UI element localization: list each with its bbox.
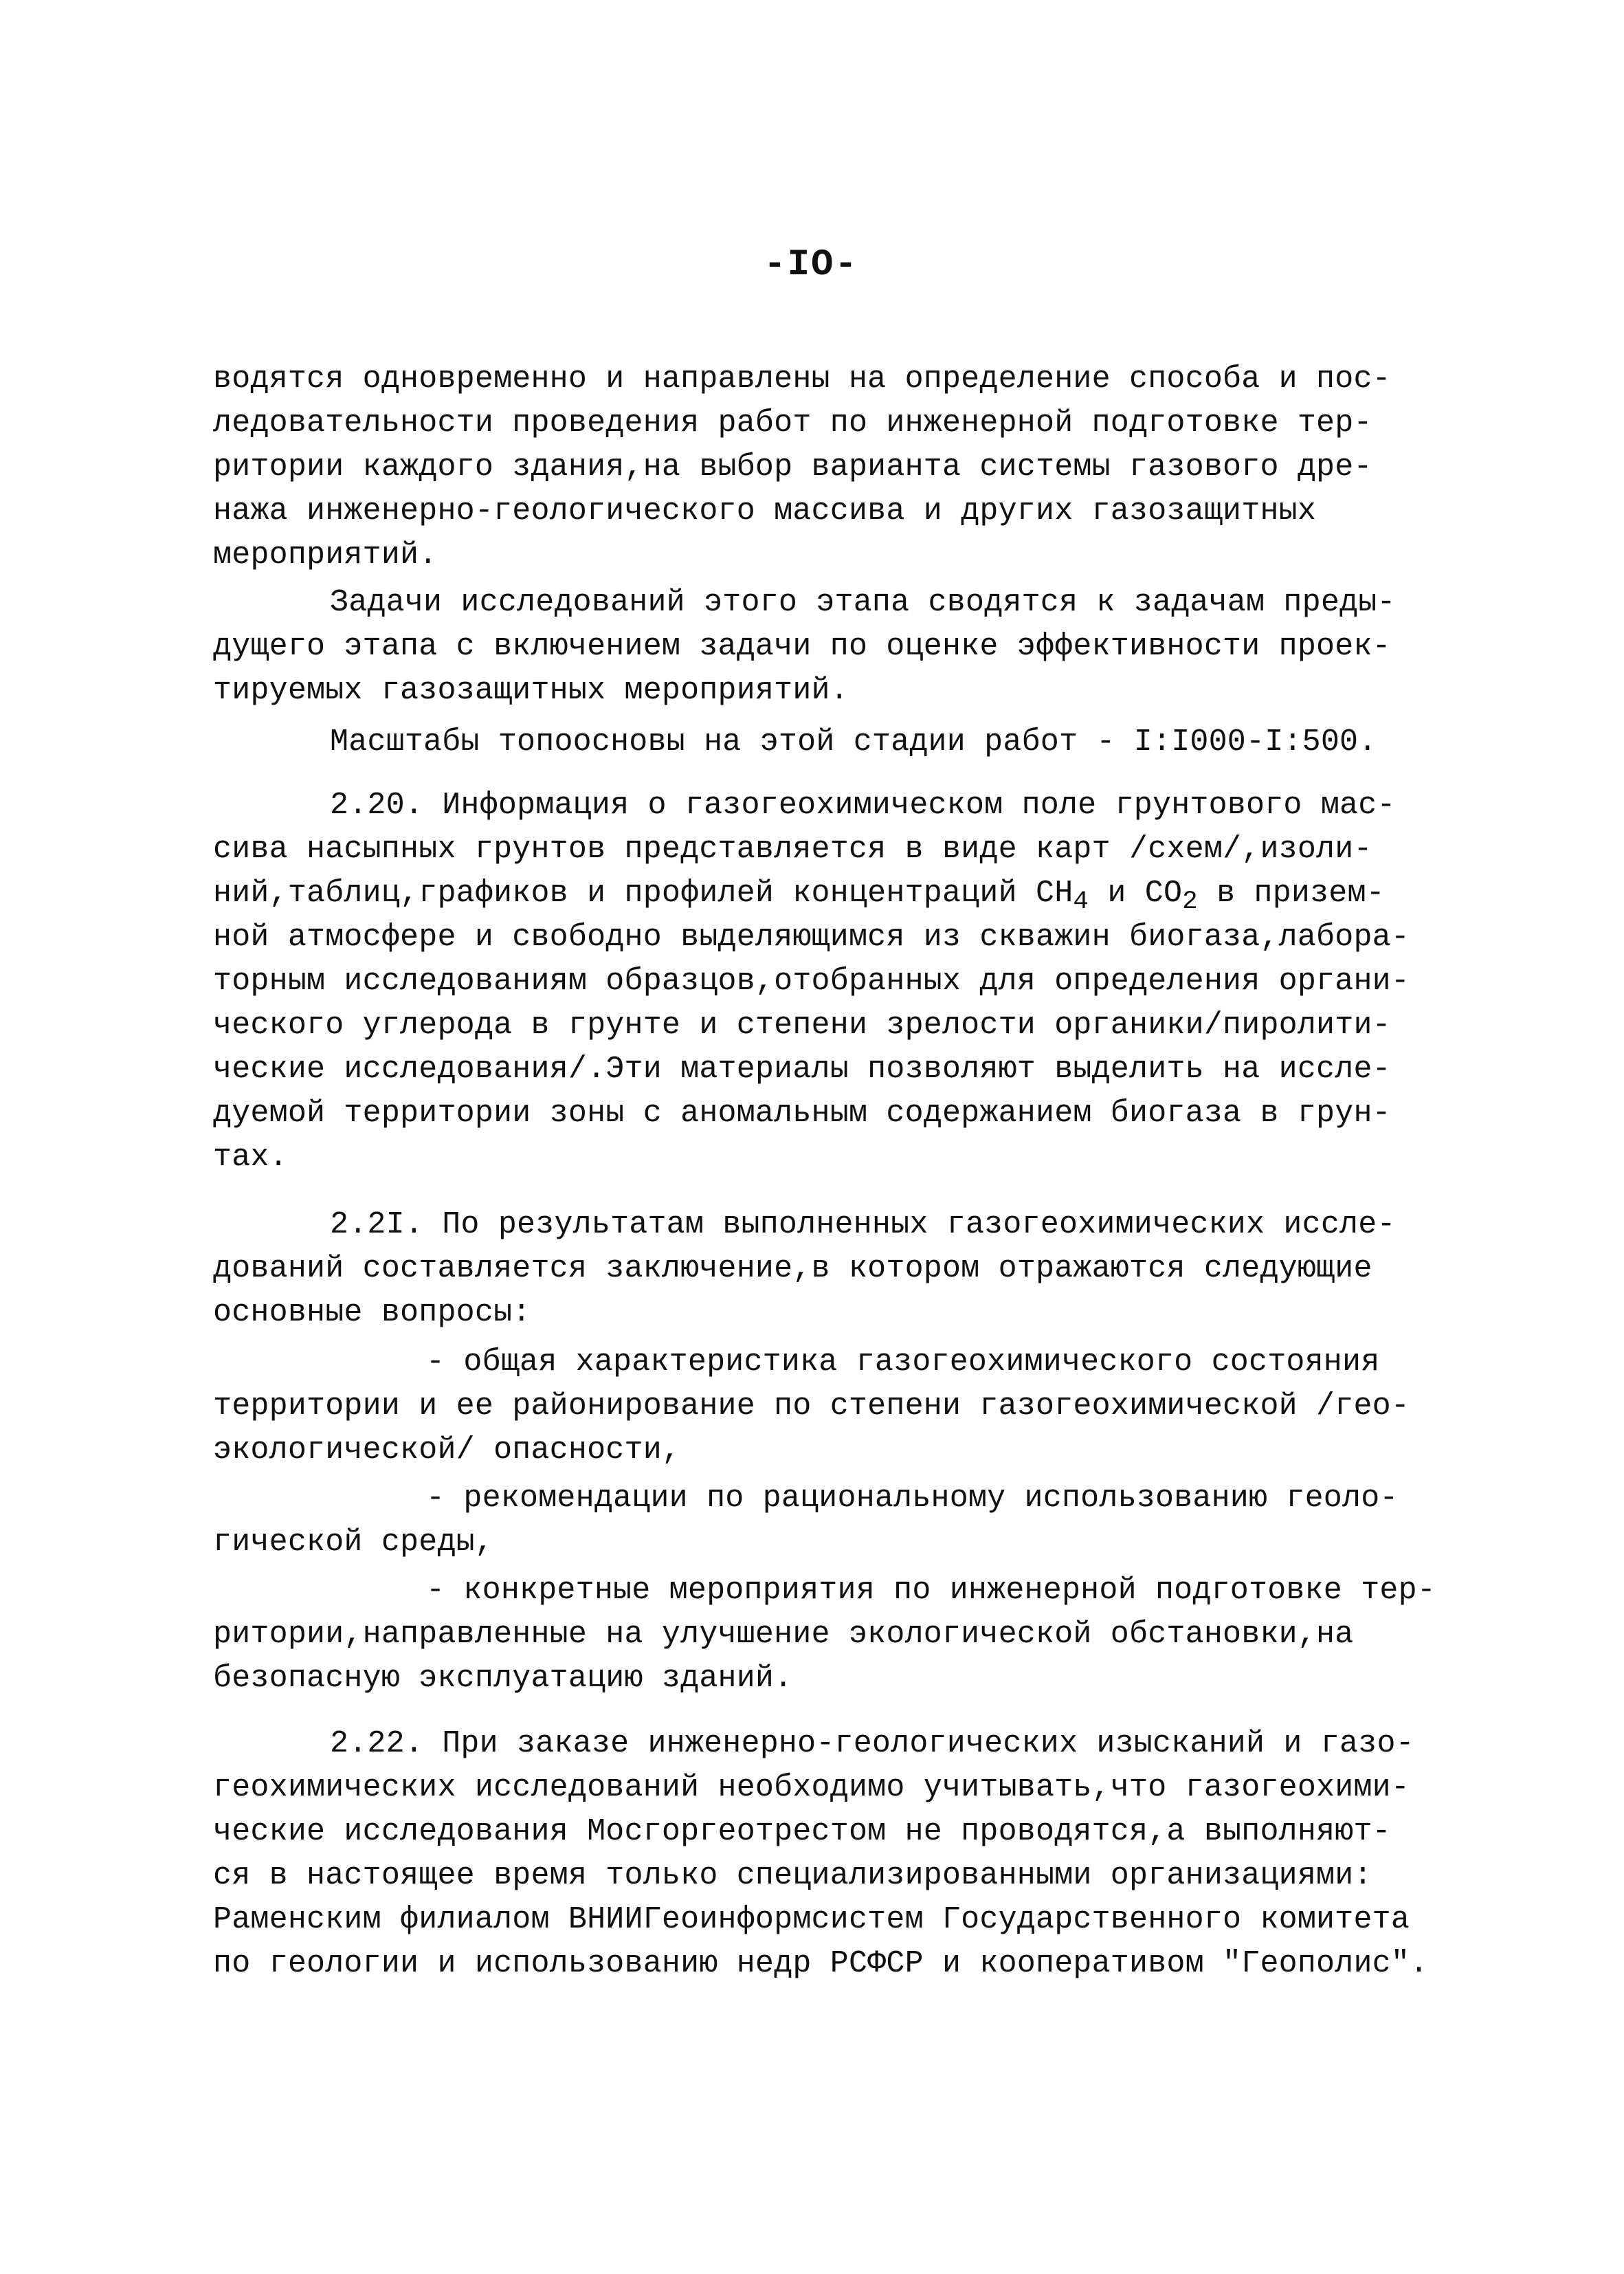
list-item: - конкретные мероприятия по инженерной подготовке тер-: [426, 1573, 1436, 1608]
text-line: Задачи исследований этого этапа сводятся к задачам преды-: [330, 585, 1396, 620]
subscript: 2: [1182, 887, 1198, 916]
page-number: -IO-: [764, 244, 858, 286]
text-line: ся в настоящее время только специализированными организациями:: [213, 1858, 1372, 1893]
text-line: основные вопросы:: [213, 1295, 531, 1330]
text-segment: ний,таблиц,графиков и профилей концентраций CH: [213, 876, 1074, 911]
text-line: дущего этапа с включением задачи по оценке эффективности проек-: [213, 629, 1391, 664]
text-line: [213, 872, 1436, 916]
text-line: торным исследованиям образцов,отобранных для определения органи-: [213, 964, 1410, 999]
text-line: дуемой территории зоны с аномальным содержанием биогаза в грун-: [213, 1096, 1391, 1131]
text-line: геохимических исследований необходимо учитывать,что газогеохими-: [213, 1770, 1410, 1805]
text-line: ной атмосфере и свободно выделяющимся из скважин биогаза,лабора-: [213, 920, 1410, 955]
text-line: Масштабы топоосновы на этой стадии работ - I:I000-I:500.: [330, 725, 1377, 760]
text-segment: в призем-: [1197, 876, 1385, 911]
text-line: мероприятий.: [213, 538, 438, 573]
list-item: - общая характеристика газогеохимического состояния: [426, 1345, 1380, 1380]
text-line: ритории каждого здания,на выбор варианта системы газового дре-: [213, 450, 1372, 485]
text-line: дований составляется заключение,в котором отражаются следующие: [213, 1251, 1372, 1286]
text-segment: и CO: [1089, 876, 1183, 911]
text-line: ческого углерода в грунте и степени зрелости органики/пиролити-: [213, 1008, 1391, 1043]
text-line: сива насыпных грунтов представляется в виде карт /схем/,изоли-: [213, 832, 1372, 867]
text-line: территории и ее районирование по степени газогеохимической /гео-: [213, 1389, 1410, 1424]
text-line: Раменским филиалом ВНИИГеоинформсистем Государственного комитета: [213, 1902, 1410, 1937]
text-line: ческие исследования Мосгоргеотрестом не проводятся,а выполняют-: [213, 1814, 1391, 1849]
text-line: экологической/ опасности,: [213, 1433, 681, 1468]
text-line: безопасную эксплуатацию зданий.: [213, 1661, 793, 1696]
text-line: гической среды,: [213, 1525, 494, 1560]
text-line: тируемых газозащитных мероприятий.: [213, 673, 849, 708]
text-line: 2.2I. По результатам выполненных газогеохимических иссле-: [330, 1207, 1396, 1242]
list-item: - рекомендации по рациональному использованию геоло-: [426, 1481, 1399, 1516]
text-line: ритории,направленные на улучшение экологической обстановки,на: [213, 1617, 1354, 1652]
text-line: 2.22. При заказе инженерно-геологических изысканий и газо-: [330, 1726, 1414, 1761]
text-line: нажа инженерно-геологического массива и других газозащитных: [213, 494, 1317, 529]
text-line: водятся одновременно и направлены на определение способа и пос-: [213, 362, 1391, 397]
text-line: тах.: [213, 1140, 288, 1175]
text-line: 2.20. Информация о газогеохимическом поле грунтового мас-: [330, 788, 1396, 823]
text-line: ческие исследования/.Эти материалы позволяют выделить на иссле-: [213, 1052, 1391, 1087]
subscript: 4: [1073, 887, 1089, 916]
text-line: ледовательности проведения работ по инженерной подготовке тер-: [213, 406, 1372, 441]
text-line: по геологии и использованию недр РСФСР и кооперативом "Геополис".: [213, 1946, 1429, 1981]
